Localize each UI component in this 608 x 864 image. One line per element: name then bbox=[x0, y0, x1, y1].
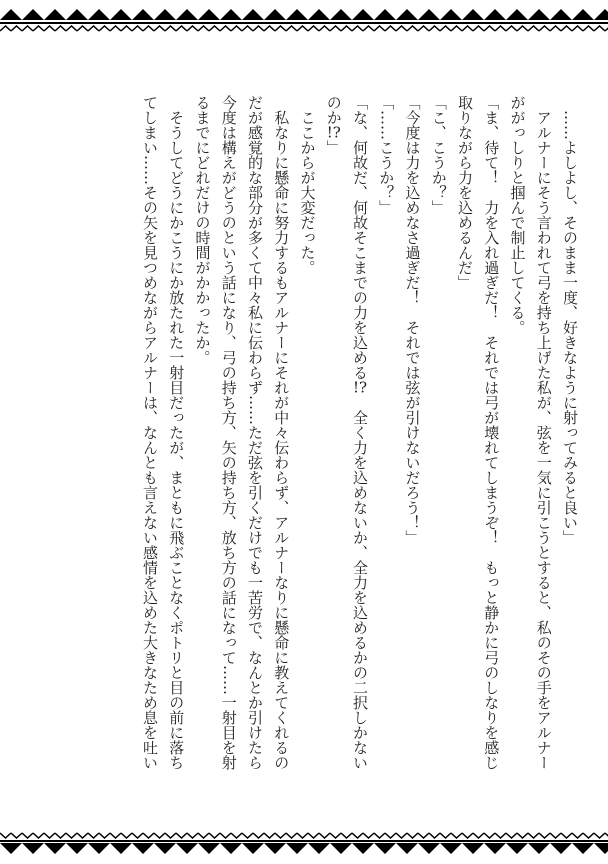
border-line bbox=[0, 840, 608, 842]
bottom-decorative-border bbox=[0, 830, 608, 864]
text-line: るまでにどれだけの時間がかかったか。 bbox=[193, 95, 212, 365]
triangle-row bbox=[0, 843, 608, 855]
text-line: 「今度は力を込めなさ過ぎだ！ それでは弦が引けないだろう！」 bbox=[403, 95, 422, 545]
zigzag-row bbox=[0, 25, 608, 33]
text-line: ……よしよし、そのまま一度、好きなように射ってみると良い」 bbox=[561, 95, 579, 545]
triangle-row bbox=[0, 0, 608, 21]
text-line: 「ま、待て！ 力を入れ過ぎだ！ それでは弓が壊れてしまうぞ！ もっと静かに弓のしなりを感じ bbox=[482, 95, 501, 770]
top-decorative-border bbox=[0, 0, 608, 34]
text-line: ここからが大変だった。 bbox=[298, 95, 317, 275]
vertical-text-body bbox=[136, 95, 583, 775]
text-line: そうしてどうにかこうにか放たれた一射目だったが、まともに飛ぶことなくポトリと目の前に落ち bbox=[167, 95, 186, 770]
text-line: 「……こうか？」 bbox=[377, 95, 396, 215]
text-line: 「こ、こうか？」 bbox=[429, 95, 448, 215]
text-line: ががっしりと掴んで制止してくる。 bbox=[508, 95, 527, 335]
border-line bbox=[0, 22, 608, 24]
upright-punctuation: !? bbox=[352, 380, 368, 395]
text-line: だが感覚的な部分が多くて中々私に伝わらず……ただ弦を引くだけでも一苦労で、なんとか引けたら bbox=[246, 95, 264, 770]
text-line: 私なりに懸命に努力するもアルナーにそれが中々伝わらず、アルナーなりに懸命に教えてくれるの bbox=[272, 95, 291, 770]
text-line: 今度は構えがどうのという話になり、弓の持ち方、矢の持ち方、放ち方の話になって……一射目を射 bbox=[219, 95, 238, 770]
text-line: のか!?」 bbox=[324, 95, 343, 155]
text-line: 「な、何故だ、何故そこまでの力を込める!? 全く力を込めないか、全力を込めるかの二択しかない bbox=[351, 95, 369, 770]
text-line: てしまい……その矢を見つめながらアルナーは、なんとも言えない感情を込めた大きなため息を吐い bbox=[141, 95, 159, 770]
zigzag-row bbox=[0, 831, 608, 839]
text-line: 取りながら力を込めるんだ」 bbox=[456, 95, 474, 290]
text-line: アルナーにそう言われて弓を持ち上げた私が、弦を一気に引こうとすると、私のその手をアルナー bbox=[534, 95, 553, 770]
upright-punctuation: !? bbox=[326, 125, 341, 140]
